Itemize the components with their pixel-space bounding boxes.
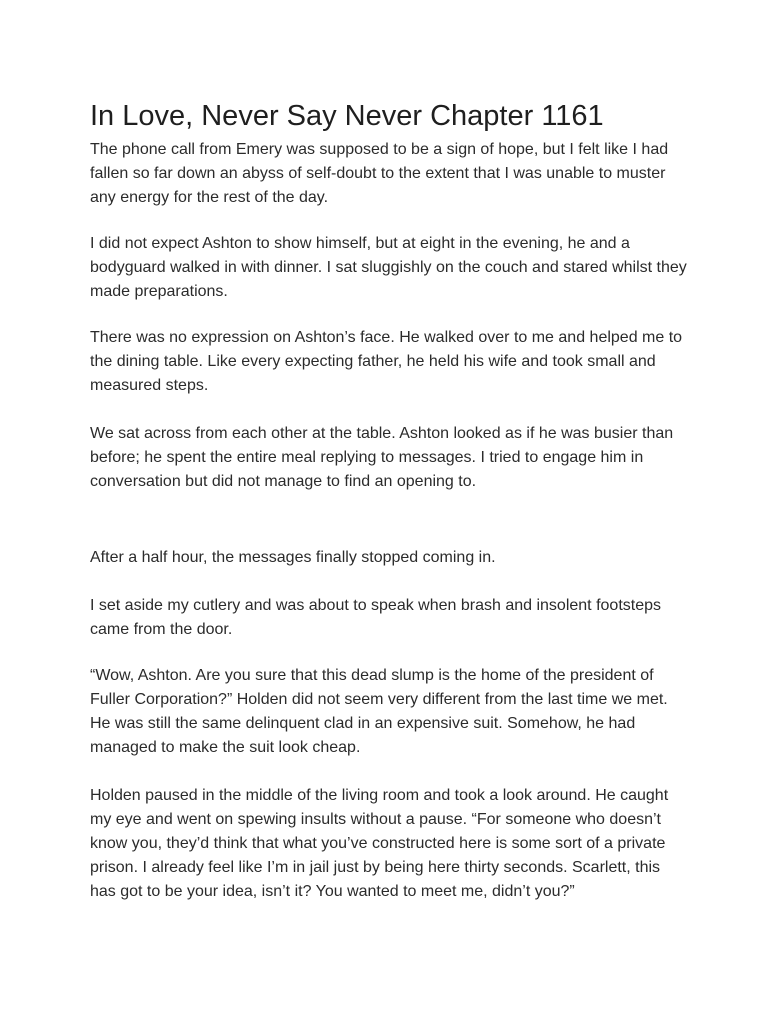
paragraph: We sat across from each other at the table. Ashton looked as if he was busier than before; he spent the entire meal replying to messages. I tried to engage him in conversation but did not manage to find an opening to. (90, 425, 674, 490)
paragraph: “Wow, Ashton. Are you sure that this dead slump is the home of the president of Fuller Corporation?” Holden did not seem very different from the last time we met. He was still the same delinquent clad in an expensive suit. Somehow, he had managed to make the suit look cheap. (90, 667, 668, 756)
chapter-title: In Love, Never Say Never Chapter 1161 (90, 100, 604, 132)
paragraph: There was no expression on Ashton’s face. He walked over to me and helped me to the dining table. Like every expecting father, he held his wife and took small and measured steps. (90, 329, 683, 394)
paragraph: After a half hour, the messages finally stopped coming in. (90, 549, 496, 566)
paragraph: I set aside my cutlery and was about to speak when brash and insolent footsteps came from the door. (90, 597, 661, 638)
paragraph: I did not expect Ashton to show himself, but at eight in the evening, he and a bodyguard walked in with dinner. I sat sluggishly on the couch and stared whilst they made preparations. (90, 235, 687, 300)
paragraph: Holden paused in the middle of the living room and took a look around. He caught my eye and went on spewing insults without a pause. “For someone who doesn’t know you, they’d think that what you’ve constructed here is some sort of a private prison. I already feel like I’m in jail just by being here thirty seconds. Scarlett, this has got to be your idea, isn’t it? You wanted to meet me, didn’t you?” (90, 787, 669, 900)
paragraph: The phone call from Emery was supposed to be a sign of hope, but I felt like I had fallen so far down an abyss of self-doubt to the extent that I was unable to muster any energy for the rest of the day. (90, 141, 669, 206)
